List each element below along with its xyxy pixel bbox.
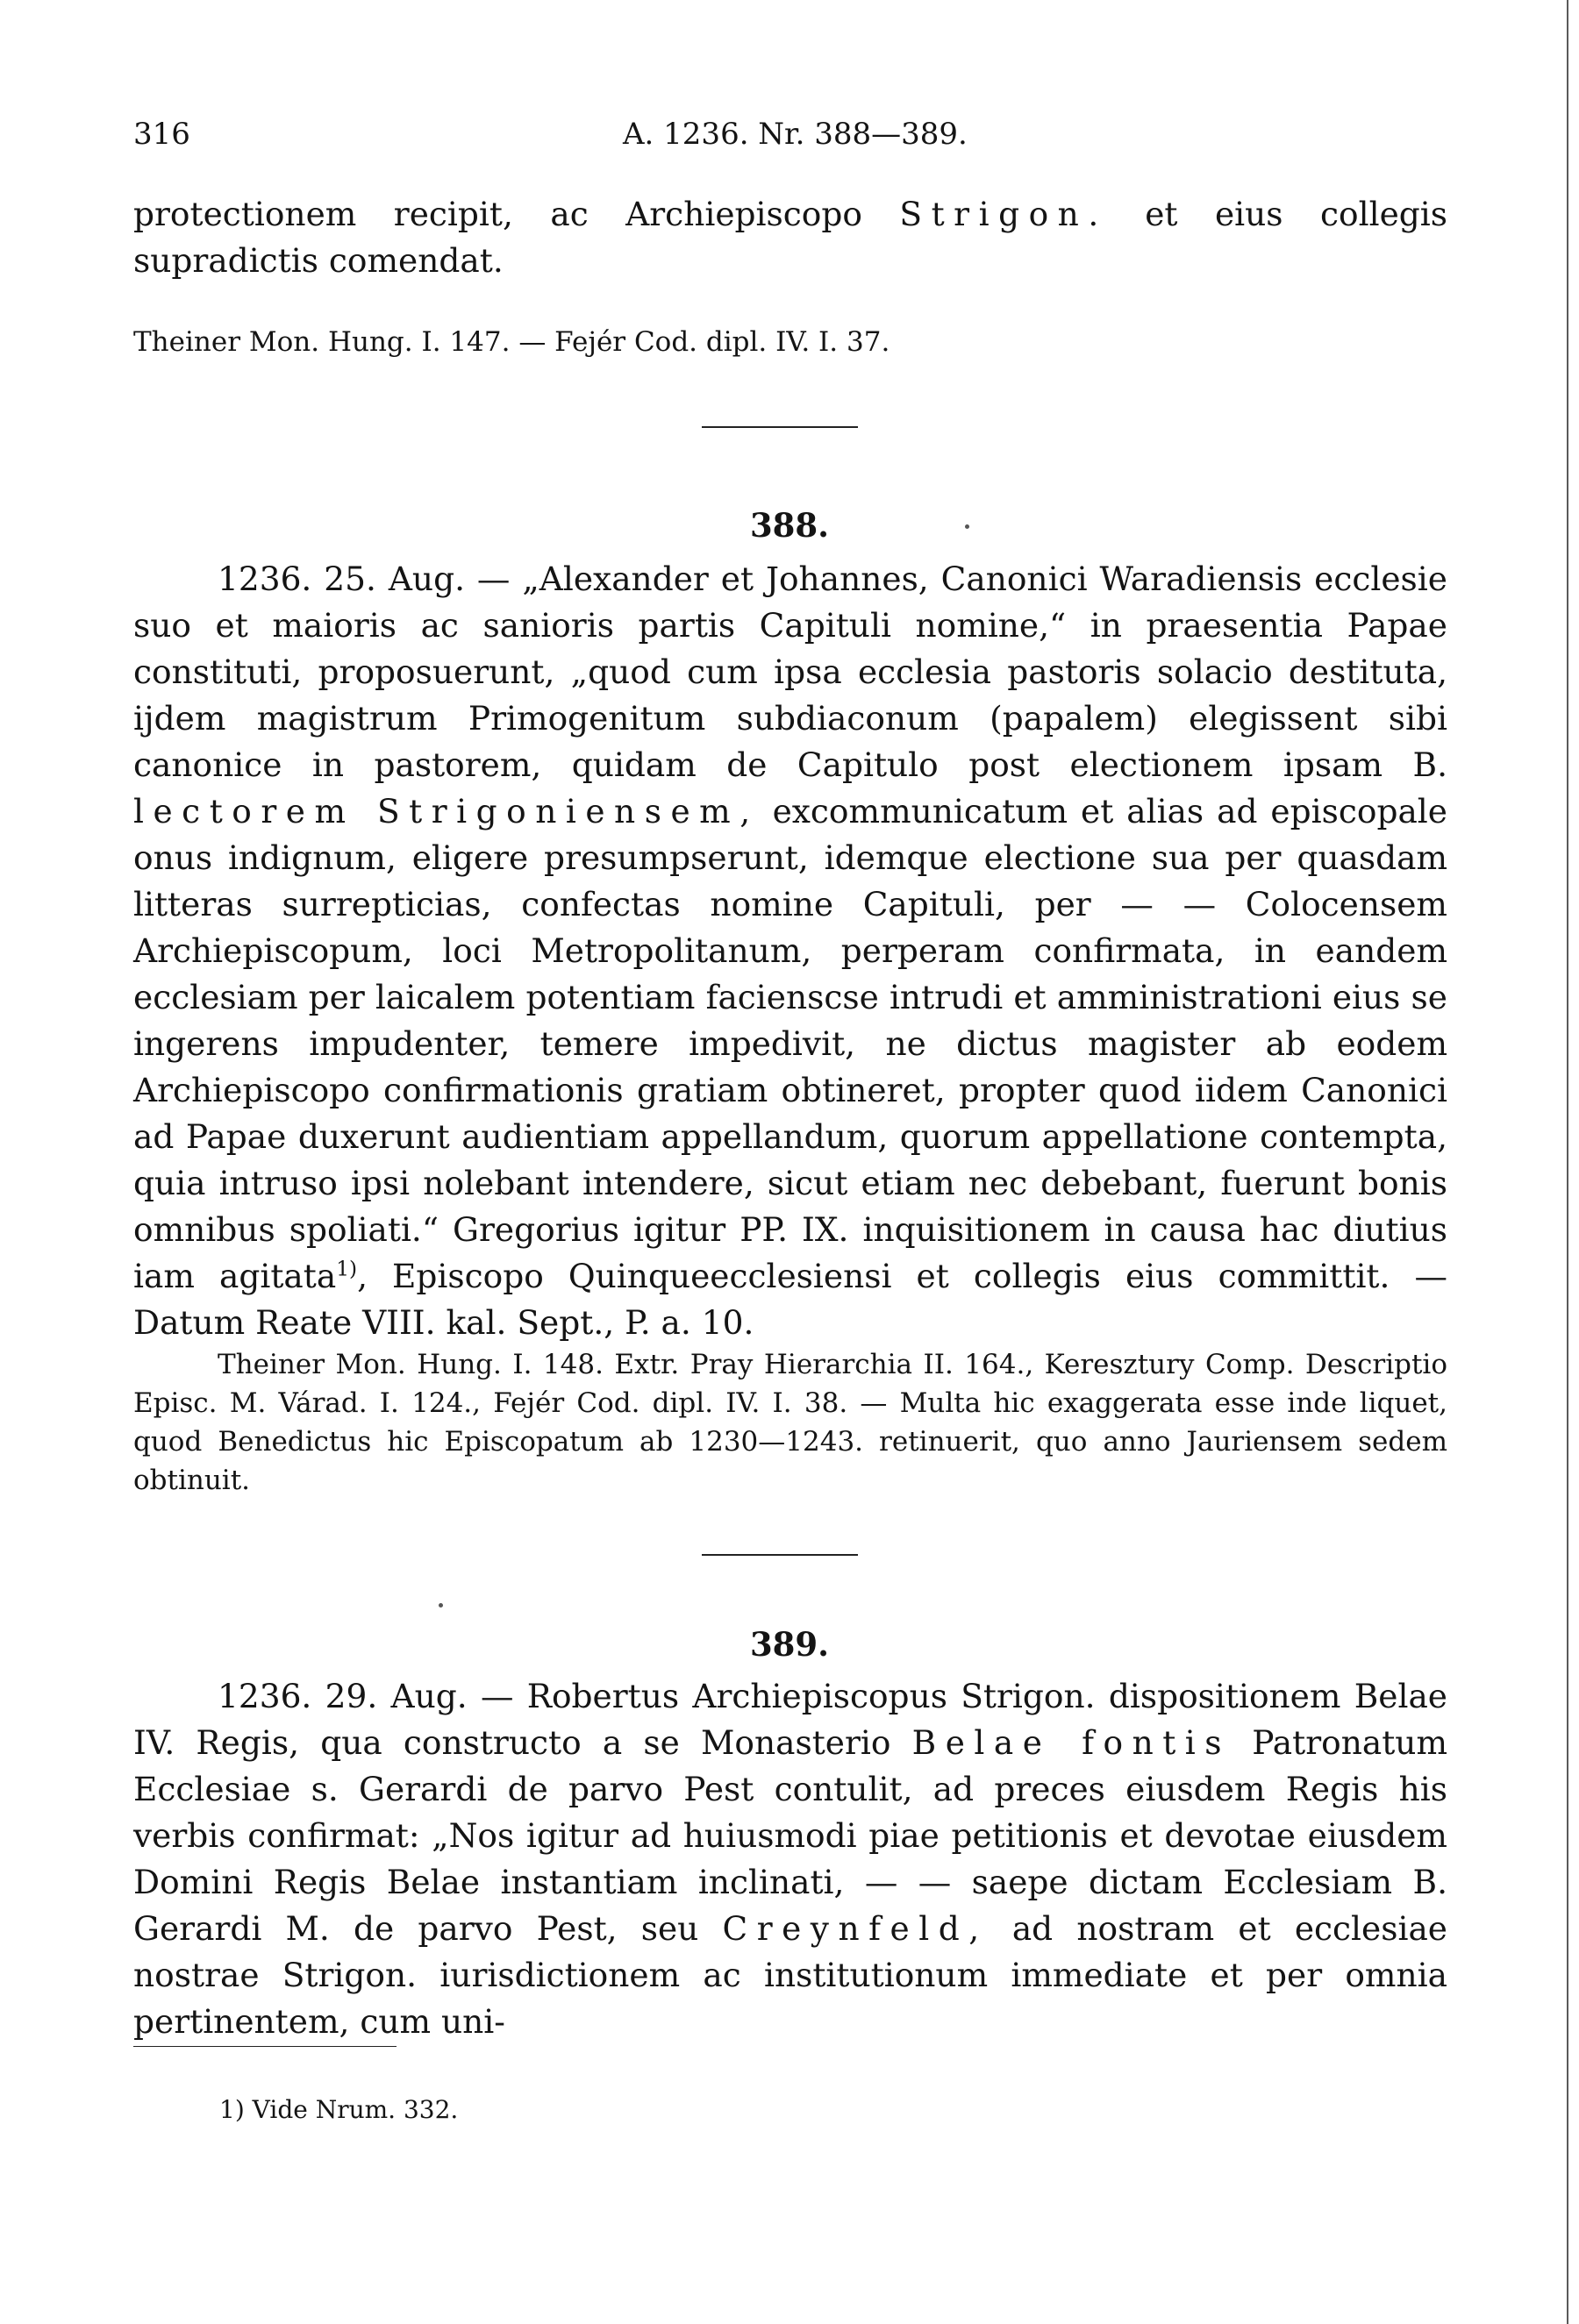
- spaced-text: Strigon.: [899, 195, 1108, 233]
- entry-388-text: 1236. 25. Aug. — „Alexander et Johannes, Canonici Waradiensis ecclesie suo et maioris ac sanioris partis Capituli nomine,“ in praesentia Papae constituti, proposuerunt, „quod cum ipsa ecclesia pastoris solacio destituta, ijdem magistrum Primogenitum subdiaconum (papalem) elegissent sibi canonice in pastorem, quidam de Capitulo post electionem ipsam B. lectorem Strigoniensem, excommunicatum et alias ad episcopale onus indignum, eligere presumpserunt, idemque electione sua per quasdam litteras surrepticias, confectas nomine Capituli, per — — Colocensem Archiepiscopum, loci Metropolitanum, perperam confirmata, in eandem ecclesiam per laicalem potentiam facienscse intrudi et amministrationi eius se ingerens impudenter, temere impedivit, ne dictus magister ab eodem Archiepiscopo confirmationis gratiam obtineret, propter quod iidem Canonici ad Papae duxerunt audientiam appellandum, quorum appellatione contempta, quia intruso ipsi nolebant intendere, sicut etiam nec debebant, fuerunt bonis omnibus spoliati.“ Gregorius igitur PP. IX. inquisitionem in causa hac diutius iam agitata$^{1)}$, Episcopo Quinqueecclesiensi et collegis eius committit. — Datum Reate VIII. kal. Sept., P. a. 10.: [133, 560, 1447, 1342]
- page-number: 316: [133, 117, 190, 152]
- footnote: 1) Vide Nrum. 332.: [219, 2095, 459, 2124]
- spaced-text: Creynfeld,: [722, 1909, 989, 1948]
- spaced-text: Belae fontis: [911, 1723, 1232, 1762]
- page-edge-line: [1567, 0, 1568, 2324]
- entry-388-sources: Theiner Mon. Hung. I. 148. Extr. Pray Hierarchia II. 164., Keresztury Comp. Descriptio Episc. M. Várad. I. 124., Fejér Cod. dipl. IV. I. 38. — Multa hic exaggerata esse inde liquet, quod Benedictus hic Episcopatum ab 1230—1243. retinuerit, quo anno Jauriensem sedem obtinuit.: [133, 1349, 1447, 1496]
- running-head: [133, 112, 1440, 156]
- print-speck: [439, 1603, 443, 1608]
- entry-387-sources: Theiner Mon. Hung. I. 147. — Fejér Cod. dipl. IV. I. 37.: [133, 326, 890, 358]
- print-speck: [965, 524, 969, 529]
- entry-388-number: 388.: [749, 506, 830, 545]
- section-divider: [702, 426, 858, 428]
- footnote-rule: [133, 2046, 397, 2047]
- section-divider: [702, 1554, 858, 1556]
- entry-387-text: protectionem recipit, ac Archiepiscopo Strigon. et eius collegis supradictis comendat.: [133, 195, 1447, 280]
- header-title: A. 1236. Nr. 388—389.: [623, 117, 968, 152]
- entry-389-number: 389.: [749, 1625, 830, 1664]
- spaced-text: lectorem Strigoniensem,: [133, 792, 760, 831]
- entry-389-text: 1236. 29. Aug. — Robertus Archiepiscopus Strigon. dispositionem Belae IV. Regis, qua constructo a se Monasterio Belae fontis Patronatum Ecclesiae s. Gerardi de parvo Pest contulit, ad preces eiusdem Regis his verbis confirmat: „Nos igitur ad huiusmodi piae petitionis et devotae eiusdem Domini Regis Belae instantiam inclinati, — — saepe dictam Ecclesiam B. Gerardi M. de parvo Pest, seu Creynfeld, ad nostram et ecclesiae nostrae Strigon. iurisdictionem ac institutionum immediate et per omnia pertinentem, cum uni-: [133, 1677, 1448, 2041]
- footnote-reference: 1): [336, 1257, 358, 1281]
